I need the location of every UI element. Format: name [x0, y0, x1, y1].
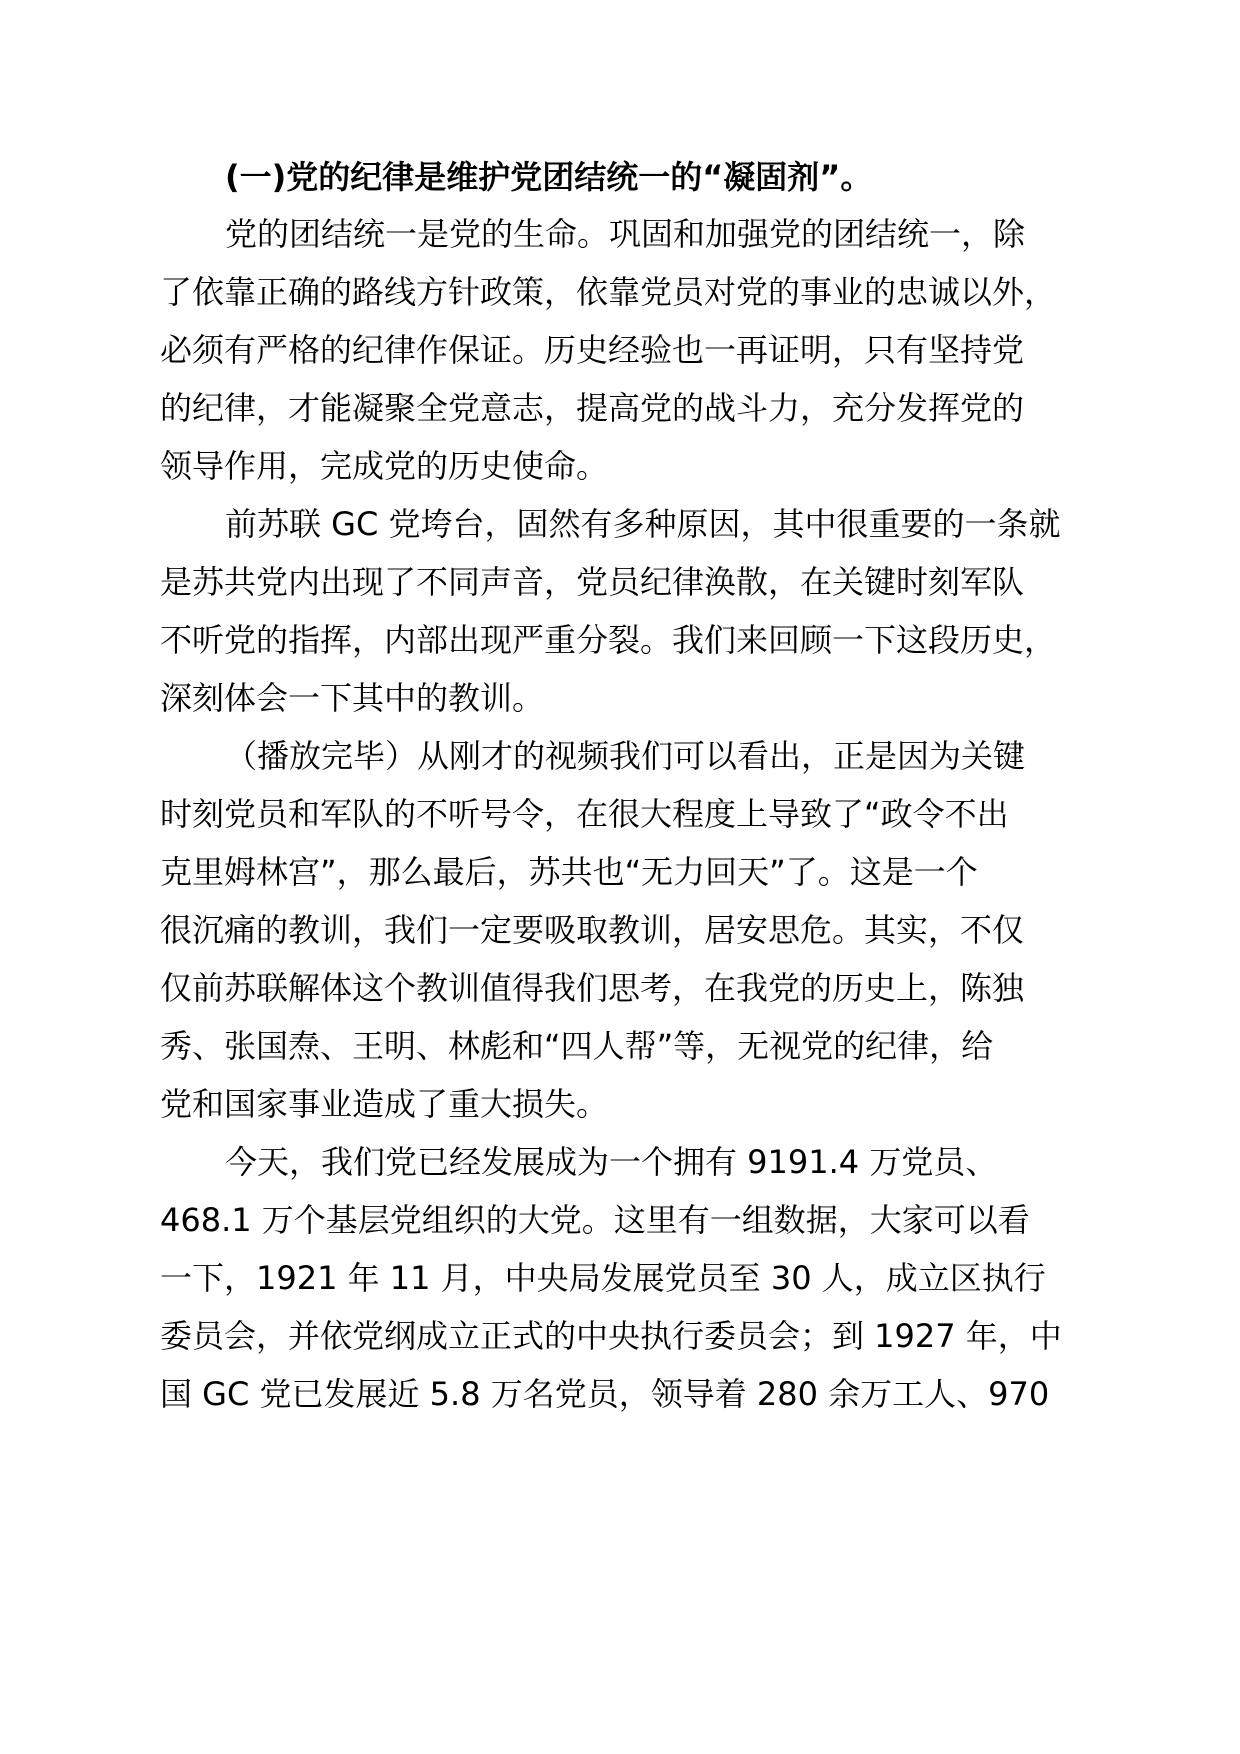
paragraph-line: 今天，我们党已经发展成为一个拥有 9191.4 万党员、	[225, 1143, 998, 1181]
paragraph-line: 党的团结统一是党的生命。巩固和加强党的团结统一，除	[225, 215, 1026, 253]
paragraph-line: 党和国家事业造成了重大损失。	[160, 1085, 609, 1123]
paragraph-line: 委员会，并依党纲成立正式的中央执行委员会；到 1927 年，中	[160, 1317, 1062, 1355]
paragraph-line: 领导作用，完成党的历史使命。	[160, 447, 609, 485]
paragraph-line: 468.1 万个基层党组织的大党。这里有一组数据，大家可以看	[160, 1201, 1030, 1239]
paragraph-line: 是苏共党内出现了不同声音，党员纪律涣散，在关键时刻军队	[160, 563, 1025, 601]
paragraph-line: 前苏联 GC 党垮台，固然有多种原因，其中很重要的一条就	[225, 505, 1061, 543]
paragraph-line: （播放完毕）从刚才的视频我们可以看出，正是因为关键	[225, 737, 1026, 775]
paragraph-line: 不听党的指挥，内部出现严重分裂。我们来回顾一下这段历史，	[160, 621, 1057, 659]
paragraph-line: 必须有严格的纪律作保证。历史经验也一再证明，只有坚持党	[160, 331, 1025, 369]
section-heading: (一)党的纪律是维护党团结统一的“凝固剂”。	[225, 158, 873, 196]
paragraph-line: 很沉痛的教训，我们一定要吸取教训，居安思危。其实，不仅	[160, 911, 1025, 949]
paragraph-line: 国 GC 党已发展近 5.8 万名党员，领导着 280 余万工人、970	[160, 1375, 1050, 1413]
paragraph-line: 克里姆林宫”，那么最后，苏共也“无力回天”了。这是一个	[160, 853, 978, 891]
paragraph-line: 深刻体会一下其中的教训。	[160, 679, 545, 717]
paragraph-line: 的纪律，才能凝聚全党意志，提高党的战斗力，充分发挥党的	[160, 389, 1025, 427]
paragraph-line: 一下，1921 年 11 月，中央局发展党员至 30 人，成立区执行	[160, 1259, 1046, 1297]
paragraph-line: 仅前苏联解体这个教训值得我们思考，在我党的历史上，陈独	[160, 969, 1025, 1007]
paragraph-line: 秀、张国焘、王明、林彪和“四人帮”等，无视党的纪律，给	[160, 1027, 994, 1065]
paragraph-line: 了依靠正确的路线方针政策，依靠党员对党的事业的忠诚以外，	[160, 273, 1057, 311]
paragraph-line: 时刻党员和军队的不听号令，在很大程度上导致了“政令不出	[160, 795, 1009, 833]
